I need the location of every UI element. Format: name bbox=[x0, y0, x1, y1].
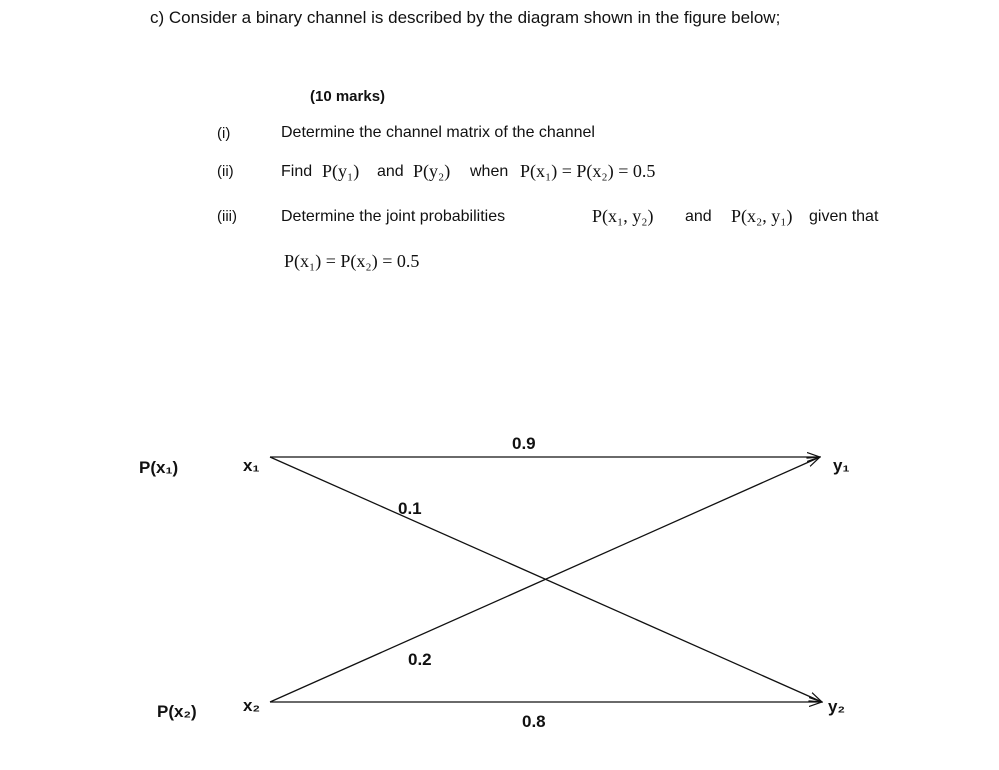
part-iii-math-px2y1: P(x₂, y₁) bbox=[731, 206, 793, 226]
part-ii-math-condition: P(x₁) = P(x₂) = 0.5 bbox=[520, 161, 656, 181]
node-label-y2: y₂ bbox=[828, 697, 846, 716]
input-prob-label-x1: P(x₁) bbox=[139, 458, 179, 477]
part-iii-text-and: and bbox=[685, 208, 712, 225]
marks-label: (10 marks) bbox=[310, 88, 386, 105]
part-ii-number: (ii) bbox=[217, 163, 234, 180]
transition-prob-x1-y2: 0.1 bbox=[398, 499, 422, 518]
part-iii-math-condition: P(x₁) = P(x₂) = 0.5 bbox=[284, 251, 420, 271]
part-i-text: Determine the channel matrix of the channel bbox=[281, 124, 595, 141]
part-ii-text-and: and bbox=[377, 163, 404, 180]
part-i-number: (i) bbox=[217, 125, 231, 142]
node-label-x1: x₁ bbox=[243, 456, 260, 475]
node-label-x2: x₂ bbox=[243, 696, 261, 715]
question-intro: c) Consider a binary channel is described by the diagram shown in the figure below; bbox=[150, 8, 781, 27]
part-iii-text-given: given that bbox=[809, 208, 879, 225]
part-iii-number: (iii) bbox=[217, 208, 237, 225]
part-iii-math-px1y2: P(x₁, y₂) bbox=[592, 206, 654, 226]
node-label-y1: y₁ bbox=[833, 456, 850, 475]
part-ii-math-py1: P(y₁) bbox=[322, 161, 360, 181]
part-ii-text-find: Find bbox=[281, 163, 313, 180]
transition-prob-x1-y1: 0.9 bbox=[512, 434, 536, 453]
part-ii-math-py2: P(y₂) bbox=[413, 161, 451, 181]
transition-prob-x2-y2: 0.8 bbox=[522, 712, 546, 731]
transition-prob-x2-y1: 0.2 bbox=[408, 650, 432, 669]
part-iii-text-determine: Determine the joint probabilities bbox=[281, 208, 506, 225]
part-ii-text-when: when bbox=[470, 163, 509, 180]
input-prob-label-x2: P(x₂) bbox=[157, 702, 197, 721]
